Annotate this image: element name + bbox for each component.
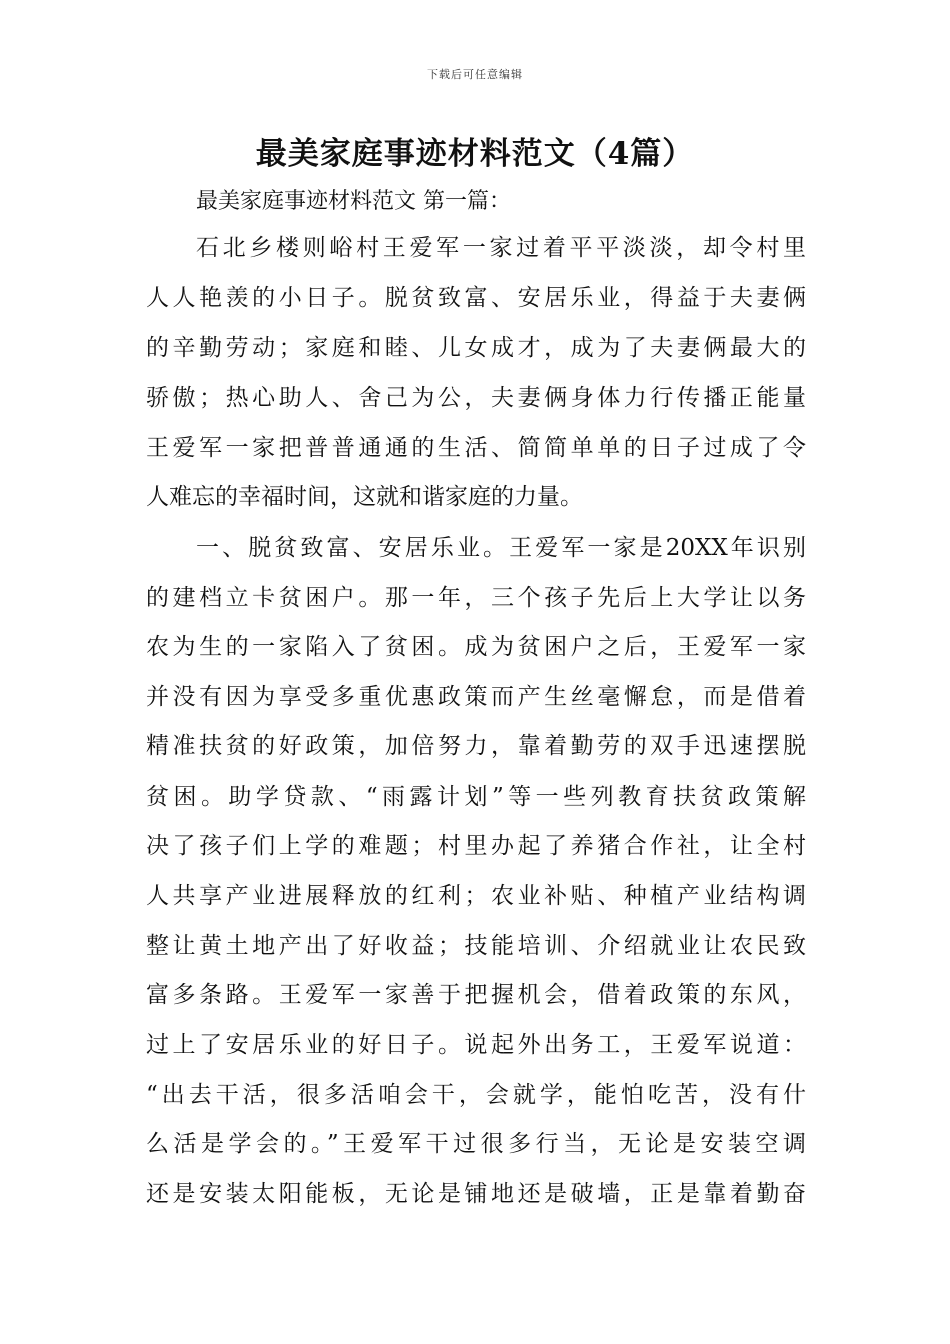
paragraph-line: 决了孩子们上学的难题；村里办起了养猪合作社，让全村 [146, 833, 806, 859]
paragraph-line: 人共享产业进展释放的红利；农业补贴、种植产业结构调 [146, 883, 806, 909]
paragraph-line: 贫困。助学贷款、“雨露计划”等一些列教育扶贫政策解 [146, 784, 806, 810]
paragraph-line: 骄傲；热心助人、舍己为公，夫妻俩身体力行传播正能量 [146, 385, 806, 411]
paragraph-line: 过上了安居乐业的好日子。说起外出务工，王爱军说道： [146, 1032, 806, 1058]
paragraph-line: 富多条路。王爱军一家善于把握机会，借着政策的东风， [146, 982, 806, 1008]
paragraph-line: 王爱军一家把普普通通的生活、简简单单的日子过成了令 [146, 435, 806, 461]
paragraph-line: 整让黄土地产出了好收益；技能培训、介绍就业让农民致 [146, 933, 806, 959]
paragraph-line: 农为生的一家陷入了贫困。成为贫困户之后，王爱军一家 [146, 634, 806, 660]
paragraph-line: 么活是学会的。”王爱军干过很多行当，无论是安装空调 [146, 1131, 806, 1157]
paragraph-line: 人人艳羡的小日子。脱贫致富、安居乐业，得益于夫妻俩 [146, 285, 806, 311]
paragraph-line: 的建档立卡贫困户。那一年，三个孩子先后上大学让以务 [146, 585, 806, 611]
paragraph-line: “出去干活，很多活咱会干，会就学，能怕吃苦，没有什 [146, 1082, 806, 1108]
paragraph-line: 并没有因为享受多重优惠政策而产生丝毫懈怠，而是借着 [146, 684, 806, 710]
paragraph-line: 还是安装太阳能板，无论是铺地还是破墙，正是靠着勤奋 [146, 1181, 806, 1207]
paragraph-line: 石北乡楼则峪村王爱军一家过着平平淡淡，却令村里 [196, 235, 806, 261]
document-title: 最美家庭事迹材料范文（4篇） [255, 136, 695, 172]
section-heading: 最美家庭事迹材料范文 第一篇： [196, 189, 511, 214]
paragraph-line: 的辛勤劳动；家庭和睦、儿女成才，成为了夫妻俩最大的 [146, 335, 806, 361]
paragraph-line: 精准扶贫的好政策，加倍努力，靠着勤劳的双手迅速摆脱 [146, 733, 806, 759]
paragraph-line: 一、脱贫致富、安居乐业。王爱军一家是20XX年识别 [196, 535, 806, 561]
page-header: 下载后可任意编辑 [427, 68, 523, 81]
paragraph-line: 人难忘的幸福时间，这就和谐家庭的力量。 [146, 484, 583, 510]
